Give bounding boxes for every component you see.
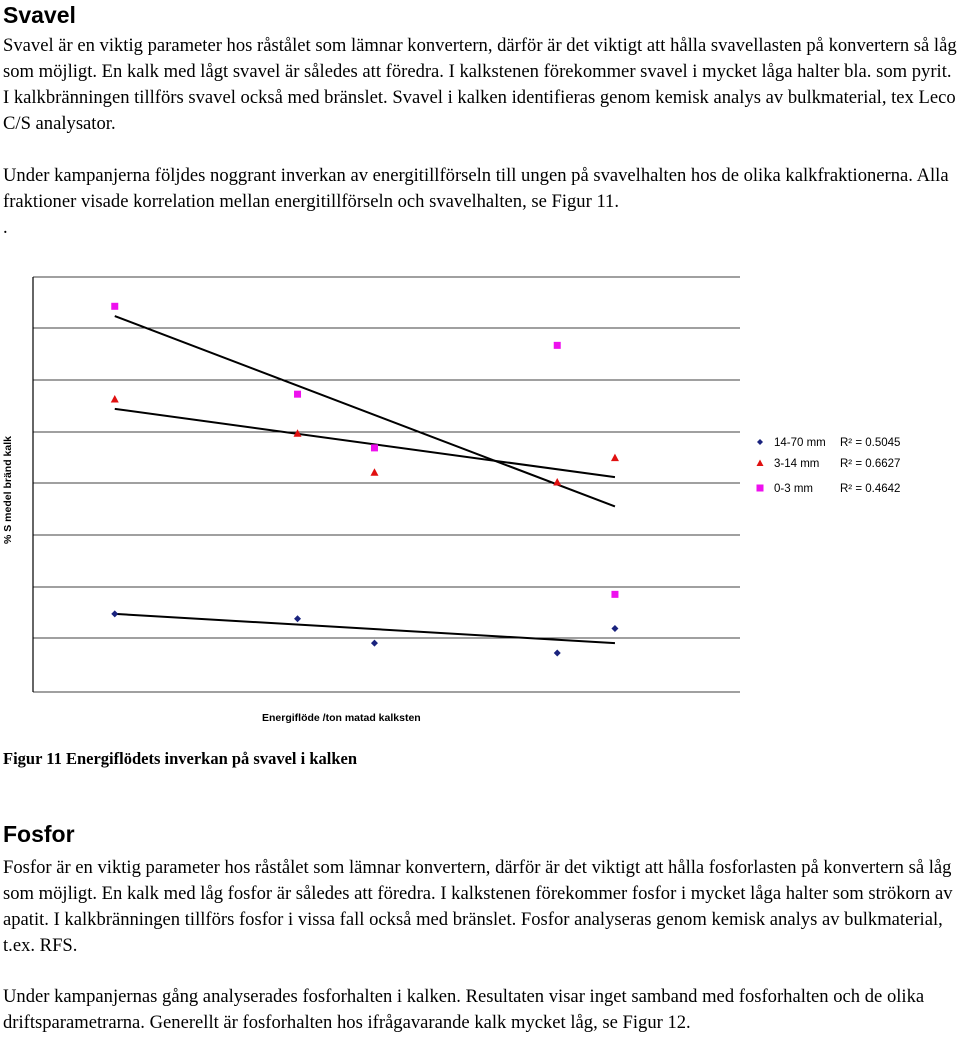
chart-legend — [757, 437, 901, 495]
point-diamond-0-1 — [294, 615, 301, 622]
point-square-2-1 — [294, 391, 301, 398]
point-diamond-0-3 — [554, 649, 561, 656]
point-triangle-1-2 — [370, 468, 378, 476]
point-diamond-0-0 — [111, 610, 118, 617]
point-diamond-0-4 — [611, 625, 618, 632]
legend-marker-triangle — [757, 460, 764, 467]
fosfor-paragraph-1: Fosfor är en viktig parameter hos råstålet som lämnar konvertern, därför är det viktigt att hålla fosforlasten på konvertern så låg som möjligt. En kalk med låg fosfor är således att föredra. I kalkstenen förekommer fosfor i mycket låga halter som strökorn av apatit. I kalkbränningen tillförs fosfor i vissa fall också med bränslet. Fosfor analyseras genom kemisk analys av bulkmaterial, t.ex. RFS. — [3, 857, 953, 956]
point-triangle-1-3 — [553, 478, 561, 486]
legend-r2-0: R² = 0.5045 — [840, 437, 901, 449]
legend-marker-square — [757, 485, 764, 492]
legend-label-0: 14-70 mm — [774, 437, 826, 449]
svavel-paragraph-2-trailing: . — [3, 217, 8, 238]
fosfor-paragraph-2: Under kampanjernas gång analyserades fosforhalten i kalken. Resultaten visar inget samband med fosforhalten och de olika driftsparametrarna. Generellt är fosforhalten hos ifrågavarande kalk mycket låg, se Figur 12. — [3, 986, 925, 1033]
point-square-2-0 — [111, 303, 118, 310]
svavel-paragraph-2: Under kampanjerna följdes noggrant inverkan av energitillförseln till ungen på svavelhalten hos de olika kalkfraktionerna. Alla fraktioner visade korrelation mellan energitillförseln och svavelhalten, se Figur 11. — [3, 165, 949, 212]
point-square-2-2 — [371, 444, 378, 451]
trendline-3-14-mm — [115, 409, 615, 477]
trendline-0-3-mm — [115, 316, 615, 506]
y-axis-label: % S medel bränd kalk — [2, 436, 14, 544]
point-triangle-1-4 — [611, 454, 619, 462]
point-square-2-4 — [611, 591, 618, 598]
trendlines — [115, 316, 615, 643]
point-square-2-3 — [554, 342, 561, 349]
trendline-14-70-mm — [115, 614, 615, 643]
point-diamond-0-2 — [371, 640, 378, 647]
point-triangle-1-0 — [111, 395, 119, 403]
legend-marker-diamond — [757, 439, 763, 445]
figure-caption: Figur 11 Energiflödets inverkan på svavel i kalken — [3, 749, 358, 768]
sulfur-energy-chart — [0, 262, 960, 737]
svavel-paragraph-1: Svavel är en viktig parameter hos råstålet som lämnar konvertern, därför är det viktigt att hålla svavellasten på konvertern så låg som möjligt. En kalk med lågt svavel är således att föredra. I kalkstenen förekommer svavel i mycket låga halter bla. som pyrit. I kalkbränningen tillförs svavel också med bränslet. Svavel i kalken identifieras genom kemisk analys av bulkmaterial, tex Leco C/S analysator. — [3, 35, 957, 134]
legend-label-2: 0-3 mm — [774, 483, 813, 495]
legend-label-1: 3-14 mm — [774, 458, 820, 470]
section-heading-fosfor: Fosfor — [3, 821, 75, 847]
legend-r2-1: R² = 0.6627 — [840, 458, 901, 470]
x-axis-label: Energiflöde /ton matad kalksten — [262, 712, 421, 724]
section-heading-svavel: Svavel — [3, 2, 76, 28]
legend-r2-2: R² = 0.4642 — [840, 483, 901, 495]
